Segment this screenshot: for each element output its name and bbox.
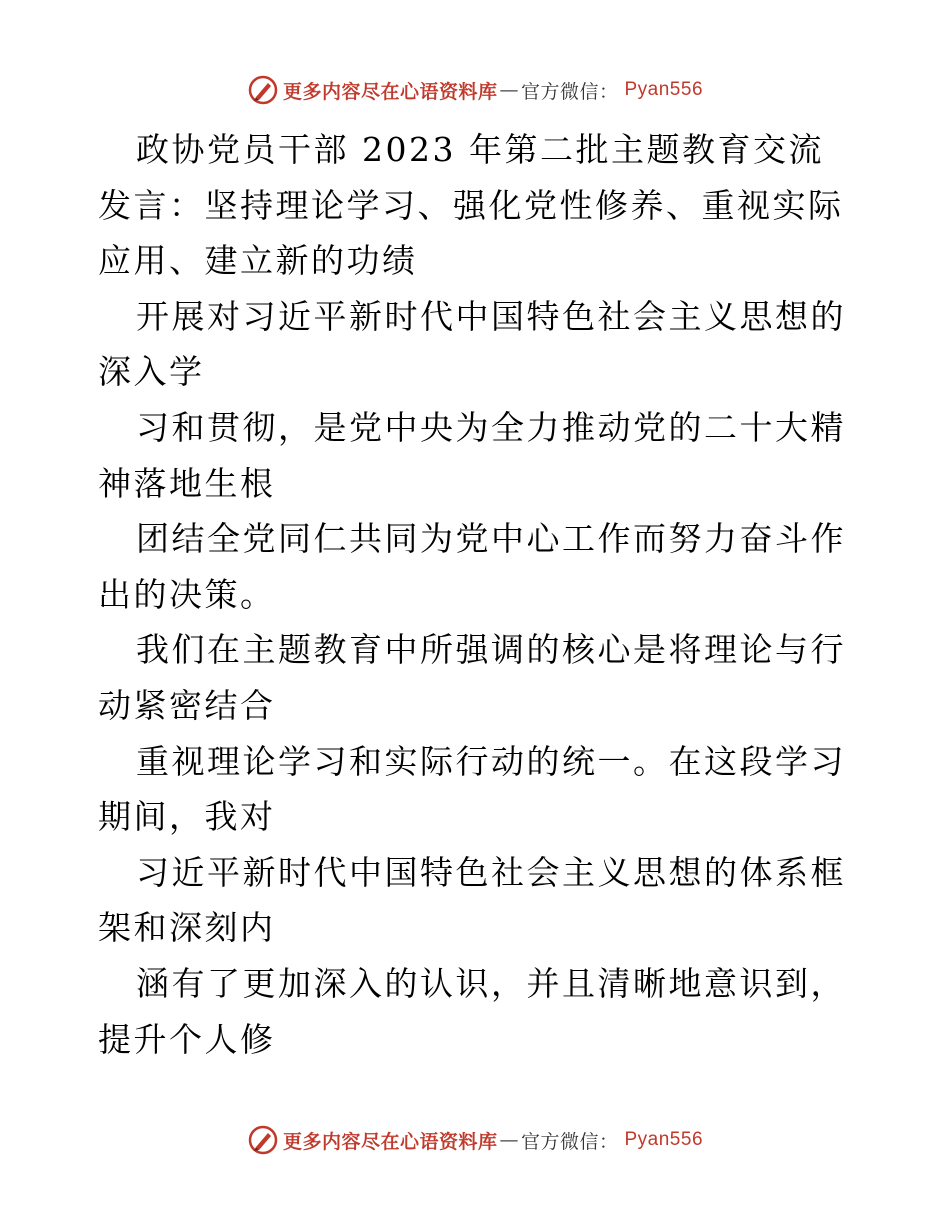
- banner-wechat-id: Pyan556: [624, 1129, 704, 1150]
- header-watermark-banner: [0, 70, 950, 110]
- paragraph-3: 团结全党同仁共同为党中心工作而努力奋斗作出的决策。: [98, 519, 846, 614]
- banner-wechat-id: Pyan556: [624, 79, 704, 100]
- paragraph-4: 我们在主题教育中所强调的核心是将理论与行动紧密结合: [98, 630, 846, 725]
- document-body: [98, 122, 858, 1067]
- banner-main-text: 更多内容尽在心语资料库: [282, 80, 498, 103]
- paragraph-7: 涵有了更加深入的认识，并且清晰地意识到，提升个人修: [98, 963, 846, 1059]
- banner-main-text: 更多内容尽在心语资料库: [282, 1130, 498, 1153]
- banner-suffix-text: 官方微信：: [520, 80, 619, 103]
- paragraph-2: 习和贯彻，是党中央为全力推动党的二十大精神落地生根: [98, 407, 846, 503]
- footer-watermark-banner: [0, 1120, 950, 1160]
- paragraph-6: 习近平新时代中国特色社会主义思想的体系框架和深刻内: [98, 852, 846, 948]
- pen-logo-icon: [247, 74, 279, 106]
- paragraph-1: 开展对习近平新时代中国特色社会主义思想的深入学: [98, 296, 846, 392]
- banner-separator: —: [499, 1129, 519, 1151]
- banner-suffix-text: 官方微信：: [520, 1130, 619, 1153]
- paragraph-5: 重视理论学习和实际行动的统一。在这段学习期间，我对: [98, 741, 846, 837]
- banner-separator: —: [499, 79, 519, 101]
- document-title: 政协党员干部 2023 年第二批主题教育交流发言：坚持理论学习、强化党性修养、重视实际应用、建立新的功绩: [98, 130, 844, 281]
- pen-logo-icon: [247, 1124, 279, 1156]
